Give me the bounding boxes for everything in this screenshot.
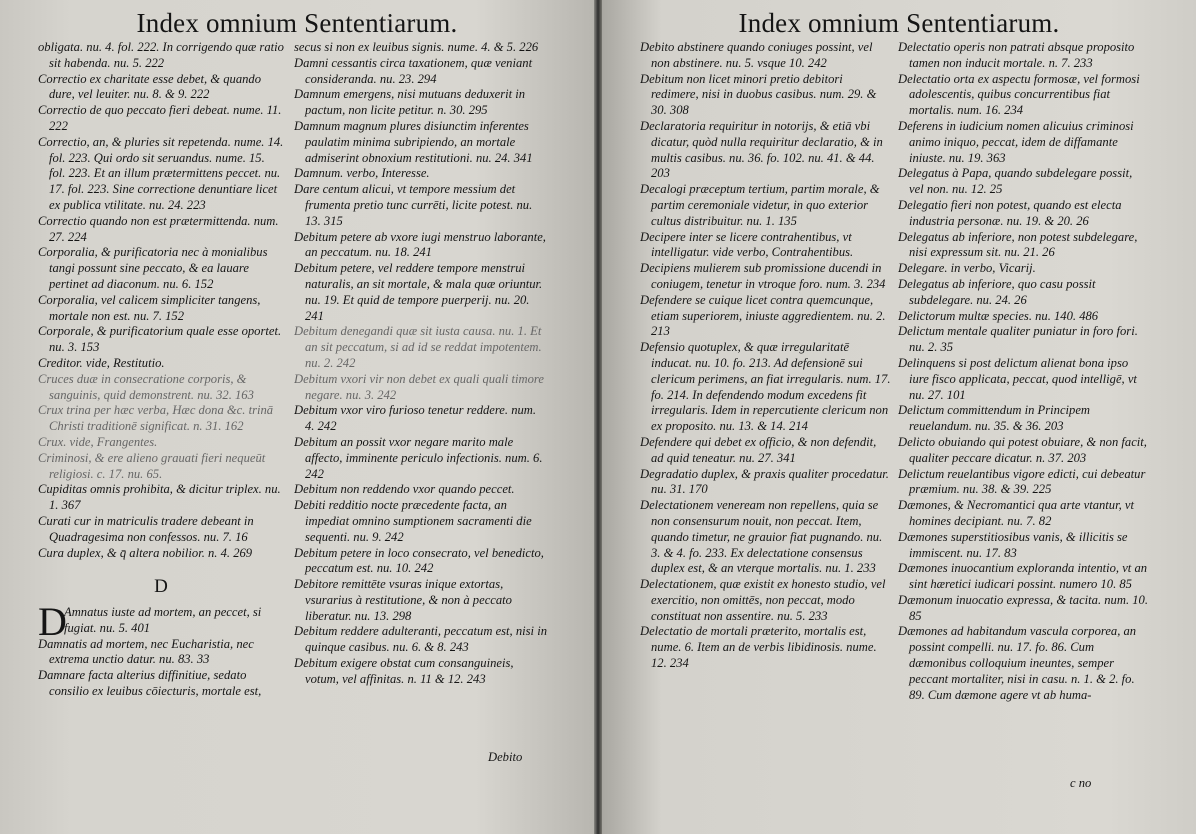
index-entry: Delegatus ab inferiore, quo casu possit subdelegare. nu. 24. 26: [898, 276, 1096, 307]
index-entry: Delinquens si post delictum alienat bona ipso iure fisco applicata, peccat, quod intelligē, vt nu. 27. 101: [898, 355, 1137, 402]
index-entry: Crux. vide, Frangentes.: [38, 434, 158, 449]
left-catchword: Debito: [488, 750, 523, 764]
index-entry: Delectationem veneream non repellens, quia se non consensurum nouit, non peccat. Item, quando timetur, ne grauior fiat pugnando. nu. 3. & 4. fo. 233. Ex delectatione consensus duplex est, & an vterque mortalis. nu. 1. 233: [640, 498, 883, 576]
left-page-title: Index omnium Sententiarum.: [136, 8, 458, 38]
index-entry: Delictum reuelantibus vigore edicti, cui debeatur præmium. nu. 38. & 39. 225: [898, 466, 1146, 497]
right-catchword: c no: [1070, 776, 1092, 790]
index-entry: Correctio ex charitate esse debet, & quando dure, vel leuiter. nu. 8. & 9. 222: [38, 71, 262, 102]
index-entry: Corporalia, & purificatoria nec à monialibus tangi possunt sine peccato, & ea lauare pertinet ad diaconum. nu. 6. 152: [38, 245, 268, 291]
right-column-1: [640, 40, 892, 672]
index-entry: Correctio, an, & pluries sit repetenda. nume. 14. fol. 223. Qui ordo sit seruandus. nume. 15. fol. 223. Et an illum prætermittens peccet. nu. 17. fol. 223. Sine correctione denuntiare licet ex publica vtilitate. nu. 24. 223: [38, 134, 284, 212]
index-entry: Delectatio operis non patrati absque proposito tamen non inducit mortale. n. 7. 233: [898, 40, 1135, 70]
index-entry: Debitum an possit vxor negare marito male affecto, imminente periculo infectionis. num. 6. 242: [294, 434, 543, 481]
index-entry: Defensio quotuplex, & quæ irregularitatē inducat. nu. 10. fo. 213. Ad defensionē sui clericum perimens, an fiat irregularis. num. 17. fo. 214. In defendendo modum excedens fit irregularis. Idem in repercutiente clericum non ex proposito. nu. 13. & 14. 214: [640, 340, 891, 434]
left-column-2: [294, 40, 548, 688]
index-entry: Corporale, & purificatorium quale esse oportet. nu. 3. 153: [38, 324, 282, 355]
index-entry: Cura duplex, & q̄ altera nobilior. n. 4. 269: [38, 545, 253, 560]
index-entry: Delectatio de mortali præterito, mortalis est, nume. 6. Item an de verbis libidinosis. nume. 12. 234: [640, 624, 877, 671]
index-entry: Delegatus à Papa, quando subdelegare possit, vel non. nu. 12. 25: [898, 166, 1133, 197]
index-entry: Criminosi, & ere alieno grauati fieri nequeūt religiosi. c. 17. nu. 65.: [38, 450, 266, 481]
index-entry: Deferens in iudicium nomen alicuius criminosi animo iniquo, peccat, idem de diffamante iniuste. nu. 19. 363: [898, 118, 1134, 165]
index-entry: Debito abstinere quando coniuges possint, vel non abstinere. nu. 5. vsque 10. 242: [640, 40, 873, 70]
right-page: [602, 0, 1196, 834]
index-entry: Dæmones, & Necromantici qua arte vtantur, vt homines decipiant. nu. 7. 82: [898, 498, 1134, 528]
index-entry: Debitore remittēte vsuras inique extortas, vsurarius à restitutione, & non à peccato liberatur. nu. 13. 298: [294, 577, 512, 623]
index-entry: Dare centum alicui, vt tempore messium det frumenta pretio tunc currēti, licite potest. nu. 13. 315: [294, 182, 533, 228]
left-column-1: [38, 40, 284, 700]
right-column-2: [898, 40, 1150, 703]
index-entry: Corporalia, vel calicem simpliciter tangens, mortale non est. nu. 7. 152: [38, 292, 261, 323]
index-entry: Debiti redditio nocte præcedente facta, an impediat omnino sumptionem sacramenti die sequenti. nu. 9. 242: [294, 498, 532, 544]
index-entry: Decipiens mulierem sub promissione ducendi in coniugem, tenetur in vtroque foro. num. 3. 234: [640, 261, 886, 291]
index-entry: Correctio de quo peccato fieri debeat. nume. 11. 222: [38, 103, 282, 133]
index-entry: Dæmones superstitiosibus vanis, & illicitis se immiscent. nu. 17. 83: [898, 529, 1128, 560]
index-entry: Debitum petere ab vxore iugi menstruo laborante, an peccatum. nu. 18. 241: [294, 229, 546, 260]
index-entry: Delictorum multæ species. nu. 140. 486: [898, 308, 1099, 323]
index-entry: Delegatus ab inferiore, non potest subdelegare, nisi expressum sit. nu. 21. 26: [898, 229, 1138, 260]
section-letter: D: [154, 576, 168, 598]
index-entry: Dæmones ad habitandum vascula corporea, an possint compelli. nu. 17. fo. 86. Cum dæmonibus colloquium ineuntes, semper peccant mortaliter, nisi in casu. n. 1. & 2. fo. 89. Cum dæmone agere vt ab huma-: [898, 624, 1137, 702]
index-entry: [38, 668, 284, 700]
entry-text: Damnare facta alterius diffinitiue, sedato consilio ex leuibus cōiecturis, mortale est,: [38, 668, 262, 699]
index-entry: Delicto obuiando qui potest obuiare, & non facit, qualiter peccare dicatur. n. 37. 203: [898, 434, 1147, 465]
index-entry: [38, 599, 284, 645]
index-entry: secus si non ex leuibus signis. nume. 4. & 5. 226: [294, 40, 539, 54]
index-entry: Debitum non reddendo vxor quando peccet.: [294, 482, 515, 497]
index-entry: Defendere qui debet ex officio, & non defendit, ad quid teneatur. nu. 27. 341: [640, 434, 877, 465]
index-entry: Damnum magnum plures disiunctim inferentes paulatim minima subripiendo, an mortale admiserint obnoxium restitutioni. nu. 24. 341: [294, 118, 533, 165]
drop-cap: D: [38, 599, 67, 645]
entry-text: Damnatis ad mortem, nec Eucharistia, nec extrema unctio datur. nu. 83. 33: [38, 636, 254, 667]
left-page: [0, 0, 594, 834]
index-entry: Debitum exigere obstat cum consanguineis, votum, vel affinitas. n. 11 & 12. 243: [294, 656, 514, 686]
index-entry: Cupiditas omnis prohibita, & dicitur triplex. nu. 1. 367: [38, 482, 281, 513]
index-entry: Declaratoria requiritur in notorijs, & etiā vbi dicatur, quòd nulla requiritur declaratio, & in multis casibus. nu. 36. fo. 102. nu. 41. & 44. 203: [640, 118, 883, 181]
index-entry: Dæmones inuocantium exploranda intentio, vt an sint hæretici iudicari possint. numero 10. 85: [898, 561, 1148, 592]
index-entry: Debitum reddere adulteranti, peccatum est, nisi in quinque casibus. nu. 6. & 8. 243: [294, 624, 547, 655]
index-entry: Debitum vxori vir non debet ex quali quali timore negare. nu. 3. 242: [294, 371, 544, 402]
index-entry: Creditor. vide, Restitutio.: [38, 355, 165, 370]
index-entry: Damnum emergens, nisi mutuans deduxerit in pactum, non licite petitur. n. 30. 295: [294, 87, 526, 118]
index-entry: Delegatio fieri non potest, quando est electa industria personæ. nu. 19. & 20. 26: [898, 197, 1122, 228]
index-entry: Delictum mentale qualiter puniatur in foro fori. nu. 2. 35: [898, 324, 1138, 355]
index-entry: Delectatio orta ex aspectu formosæ, vel formosi adolescentis, quibus concurrentibus fiat mortalis. num. 16. 234: [898, 71, 1140, 118]
index-entry: Delegare. in verbo, Vicarij.: [898, 261, 1036, 276]
index-entry: Delictum committendum in Principem reuelandum. nu. 35. & 36. 203: [898, 403, 1091, 434]
book-gutter: [594, 0, 602, 834]
index-entry: Debitum petere in loco consecrato, vel benedicto, peccatum est. nu. 10. 242: [294, 545, 544, 576]
entry-text: Amnatus iuste ad mortem, an peccet, si fugiat. nu. 5. 401: [64, 605, 262, 635]
index-entry: Cruces duæ in consecratione corporis, & sanguinis, quid demonstrent. nu. 32. 163: [38, 371, 254, 402]
index-entry: Defendere se cuique licet contra quemcunque, etiam superiorem, iniuste aggredientem. nu. 2. 213: [640, 292, 886, 339]
index-entry: obligata. nu. 4. fol. 222. In corrigendo quæ ratio sit habenda. nu. 5. 222: [38, 40, 284, 70]
index-entry: Decipere inter se licere contrahentibus, vt intelligatur. vide verbo, Contrahentibus.: [640, 229, 854, 260]
index-entry: [38, 637, 284, 669]
index-entry: Damnum. verbo, Interesse.: [294, 166, 430, 181]
index-entry: Dæmonum inuocatio expressa, & tacita. num. 10. 85: [898, 592, 1148, 623]
index-entry: Curati cur in matriculis tradere debeant in Quadragesima non confessos. nu. 7. 16: [38, 513, 254, 544]
index-entry: Correctio quando non est prætermittenda. num. 27. 224: [38, 213, 279, 244]
index-entry: Debitum petere, vel reddere tempore menstrui naturalis, an sit mortale, & mala quæ oriuntur. nu. 19. Et quid de tempore puerperij. nu. 20. 241: [294, 261, 543, 323]
index-entry: Debitum denegandi quæ sit iusta causa. nu. 1. Et an sit peccatum, si ad id se reddat impotentem. nu. 2. 242: [294, 324, 542, 370]
index-entry: Decalogi præceptum tertium, partim morale, & partim ceremoniale videtur, in quo exterior cultus distribuitur. nu. 1. 135: [640, 182, 880, 228]
index-entry: Debitum vxor viro furioso tenetur reddere. num. 4. 242: [294, 403, 537, 434]
index-entry: Delectationem, quæ existit ex honesto studio, vel exercitio, non omittēs, non peccat, modo constituat non assentire. nu. 5. 233: [640, 577, 886, 623]
index-entry: Debitum non licet minori pretio debitori redimere, nisi in duobus casibus. num. 29. & 30. 308: [640, 71, 877, 118]
index-entry: Crux trina per hæc verba, Hæc dona &c. trinā Christi traditionē significat. n. 31. 162: [38, 403, 274, 434]
index-entry: Damni cessantis circa taxationem, quæ veniant consideranda. nu. 23. 294: [294, 55, 533, 86]
index-entry: Degradatio duplex, & praxis qualiter procedatur. nu. 31. 170: [640, 466, 889, 497]
right-page-title: Index omnium Sententiarum.: [738, 8, 1060, 38]
